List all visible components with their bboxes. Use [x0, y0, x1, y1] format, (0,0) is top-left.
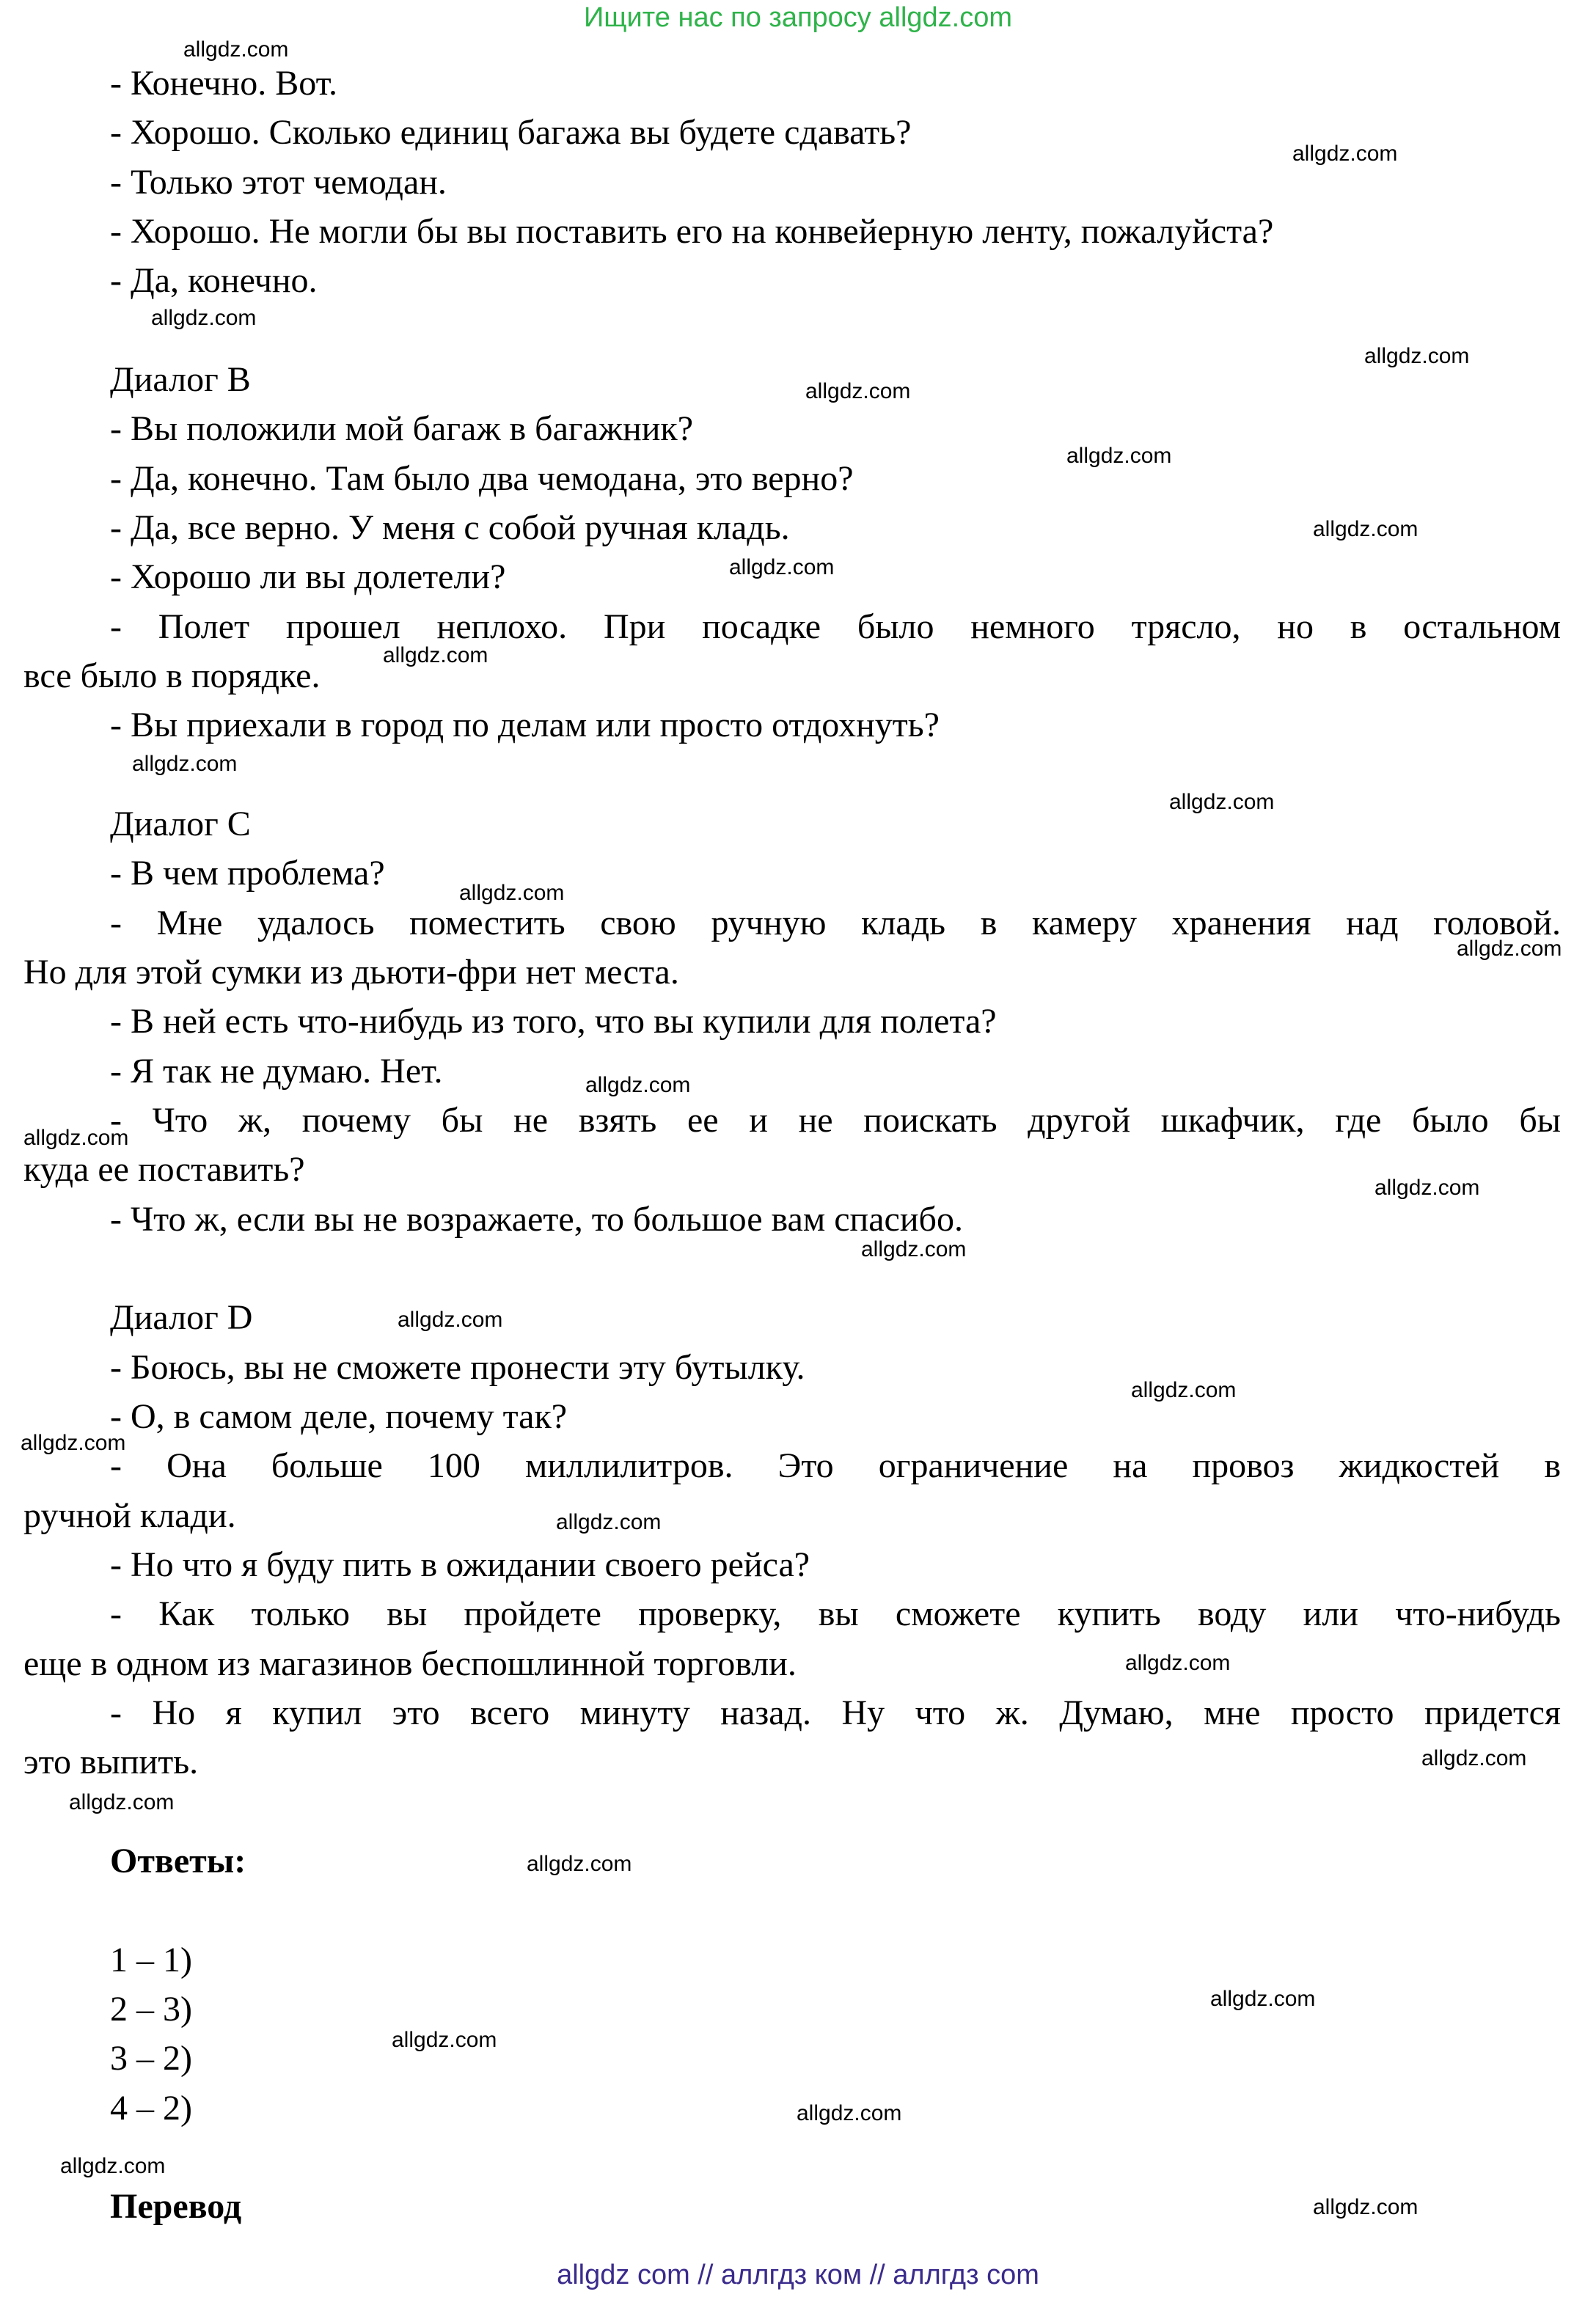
answer-item: 1 – 1) [110, 1941, 192, 1979]
footer-site-links: allgdz com // аллгдз ком // аллгдз com [557, 2260, 1039, 2290]
dialog-line: куда ее поставить? [23, 1150, 305, 1189]
search-hint-banner: Ищите нас по запросу allgdz.com [583, 2, 1012, 33]
dialog-line: - Она больше 100 миллилитров. Это ограничение на провоз жидкостей в [110, 1446, 1561, 1485]
watermark: allgdz.com [1169, 790, 1275, 814]
dialog-line: - Как только вы пройдете проверку, вы сможете купить воду или что-нибудь [110, 1594, 1561, 1633]
dialog-line: - О, в самом деле, почему так? [110, 1397, 568, 1436]
dialog-line: - Полет прошел неплохо. При посадке было немного трясло, но в остальном [110, 607, 1561, 646]
dialog-line: ручной клади. [23, 1496, 236, 1535]
answer-item: 4 – 2) [110, 2089, 192, 2128]
watermark: allgdz.com [1313, 2195, 1419, 2219]
dialog-line: - Но я купил это всего минуту назад. Ну что ж. Думаю, мне просто придется [110, 1693, 1561, 1732]
answers-title: Ответы: [110, 1842, 246, 1880]
dialog-line: - Вы положили мой багаж в багажник? [110, 409, 694, 448]
dialog-line: - Я так не думаю. Нет. [110, 1052, 443, 1091]
dialog-line: - В ней есть что-нибудь из того, что вы купили для полета? [110, 1002, 997, 1041]
dialog-line: - Что ж, почему бы не взять ее и не поискать другой шкафчик, где было бы [110, 1101, 1561, 1140]
watermark: allgdz.com [805, 379, 911, 403]
watermark: allgdz.com [1313, 517, 1419, 541]
watermark: allgdz.com [1374, 1176, 1480, 1200]
dialog-line: - Хорошо ли вы долетели? [110, 557, 506, 596]
dialog-line: еще в одном из магазинов беспошлинной торговли. [23, 1644, 797, 1683]
watermark: allgdz.com [1131, 1378, 1237, 1402]
watermark: allgdz.com [1066, 444, 1172, 468]
dialog-line: - Хорошо. Не могли бы вы поставить его на конвейерную ленту, пожалуйста? [110, 212, 1274, 251]
watermark: allgdz.com [585, 1073, 691, 1097]
watermark: allgdz.com [527, 1852, 632, 1876]
dialog-line: это выпить. [23, 1743, 199, 1781]
dialog-line: - Но что я буду пить в ожидании своего рейса? [110, 1545, 810, 1584]
watermark: allgdz.com [1421, 1746, 1527, 1770]
dialog-line: - Конечно. Вот. [110, 64, 337, 103]
dialog-line: все было в порядке. [23, 656, 321, 695]
watermark: allgdz.com [383, 643, 488, 667]
watermark: allgdz.com [151, 306, 257, 330]
answer-item: 2 – 3) [110, 1990, 192, 2029]
watermark: allgdz.com [132, 752, 238, 776]
dialog-line: - Да, конечно. Там было два чемодана, это верно? [110, 459, 854, 498]
dialog-c-title: Диалог C [110, 805, 251, 843]
watermark: allgdz.com [797, 2101, 902, 2125]
dialog-d-title: Диалог D [110, 1298, 253, 1337]
watermark: allgdz.com [1210, 1987, 1316, 2011]
dialog-line: - Мне удалось поместить свою ручную кладь в камеру хранения над головой. [110, 904, 1561, 942]
dialog-line: - Что ж, если вы не возражаете, то большое вам спасибо. [110, 1200, 963, 1239]
dialog-line: - Да, все верно. У меня с собой ручная кладь. [110, 508, 790, 547]
dialog-b-title: Диалог B [110, 360, 251, 399]
watermark: allgdz.com [861, 1237, 967, 1261]
answer-item: 3 – 2) [110, 2039, 192, 2078]
watermark: allgdz.com [60, 2154, 166, 2178]
watermark: allgdz.com [183, 37, 289, 62]
watermark: allgdz.com [459, 881, 565, 905]
dialog-line: - Только этот чемодан. [110, 163, 447, 202]
watermark: allgdz.com [556, 1510, 662, 1534]
dialog-line: - Хорошо. Сколько единиц багажа вы будете сдавать? [110, 113, 912, 152]
watermark: allgdz.com [398, 1308, 503, 1332]
watermark: allgdz.com [69, 1790, 175, 1814]
dialog-line: - Боюсь, вы не сможете пронести эту бутылку. [110, 1348, 805, 1387]
watermark: allgdz.com [729, 555, 835, 579]
dialog-line: Но для этой сумки из дьюти-фри нет места. [23, 953, 679, 992]
dialog-line: - Вы приехали в город по делам или просто отдохнуть? [110, 706, 940, 744]
dialog-line: - Да, конечно. [110, 261, 318, 300]
watermark: allgdz.com [1457, 937, 1562, 961]
translation-title: Перевод [110, 2187, 242, 2226]
watermark: allgdz.com [23, 1126, 129, 1150]
watermark: allgdz.com [1292, 142, 1398, 166]
watermark: allgdz.com [1364, 344, 1470, 368]
watermark: allgdz.com [21, 1431, 126, 1455]
watermark: allgdz.com [1125, 1651, 1231, 1675]
watermark: allgdz.com [392, 2028, 497, 2052]
dialog-line: - В чем проблема? [110, 854, 385, 893]
